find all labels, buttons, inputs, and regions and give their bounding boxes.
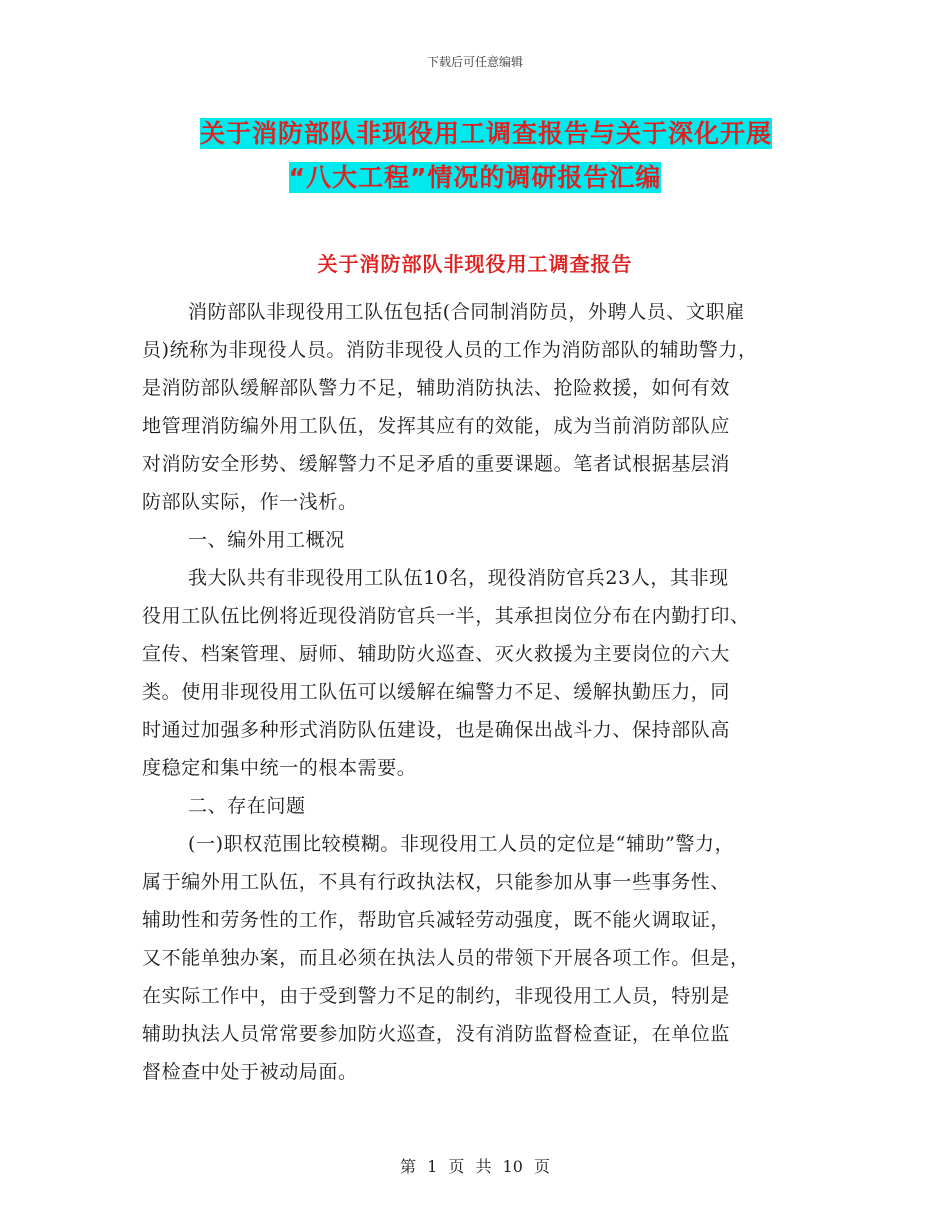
- body-line: 对消防安全形势、缓解警力不足矛盾的重要课题。笔者试根据基层消: [142, 453, 731, 475]
- body-line: 辅助性和劳务性的工作，帮助官兵减轻劳动强度，既不能火调取证，: [142, 909, 731, 931]
- main-title-text-1: 关于消防部队非现役用工调查报告与关于深化开展: [199, 119, 772, 148]
- body-line: 类。使用非现役用工队伍可以缓解在编警力不足、缓解执勤压力，同: [142, 681, 731, 703]
- section-heading: 一、编外用工概况: [188, 529, 345, 551]
- body-line: 我大队共有非现役用工队伍10名，现役消防官兵23人，其非现: [188, 567, 729, 589]
- main-title-line-2: [0, 158, 950, 194]
- page-number-footer: 第 1 页 共 10 页: [400, 1157, 550, 1176]
- section-title: 关于消防部队非现役用工调查报告: [317, 252, 633, 276]
- body-line: 消防部队非现役用工队伍包括(合同制消防员，外聘人员、文职雇: [188, 301, 745, 323]
- body-line: 在实际工作中，由于受到警力不足的制约，非现役用工人员，特别是: [142, 985, 731, 1007]
- body-line: 宣传、档案管理、厨师、辅助防火巡查、灭火救援为主要岗位的六大: [142, 643, 731, 665]
- body-line: 属于编外用工队伍，不具有行政执法权，只能参加从事一些事务性、: [142, 871, 731, 893]
- body-line: 役用工队伍比例将近现役消防官兵一半，其承担岗位分布在内勤打印、: [142, 605, 750, 627]
- body-line: 是消防部队缓解部队警力不足，辅助消防执法、抢险救援，如何有效: [142, 377, 731, 399]
- body-text: [142, 293, 808, 1091]
- section-heading: 二、存在问题: [188, 795, 306, 817]
- body-line: 辅助执法人员常常要参加防火巡查，没有消防监督检查证，在单位监: [142, 1023, 731, 1045]
- body-line: 防部队实际，作一浅析。: [142, 491, 358, 513]
- body-line: 又不能单独办案，而且必须在执法人员的带领下开展各项工作。但是，: [142, 947, 750, 969]
- body-line: 地管理消防编外用工队伍，发挥其应有的效能，成为当前消防部队应: [142, 415, 731, 437]
- body-line: 度稳定和集中统一的根本需要。: [142, 757, 417, 779]
- main-title-line-1: [0, 114, 950, 150]
- body-line: 时通过加强多种形式消防队伍建设，也是确保出战斗力、保持部队高: [142, 719, 731, 741]
- body-line: 督检查中处于被动局面。: [142, 1061, 358, 1083]
- header-note: 下载后可任意编辑: [426, 55, 523, 69]
- body-line: (一)职权范围比较模糊。非现役用工人员的定位是“辅助”警力，: [188, 833, 735, 855]
- main-title-text-2: “八大工程”情况的调研报告汇编: [288, 163, 662, 192]
- body-line: 员)统称为非现役人员。消防非现役人员的工作为消防部队的辅助警力，: [142, 339, 758, 361]
